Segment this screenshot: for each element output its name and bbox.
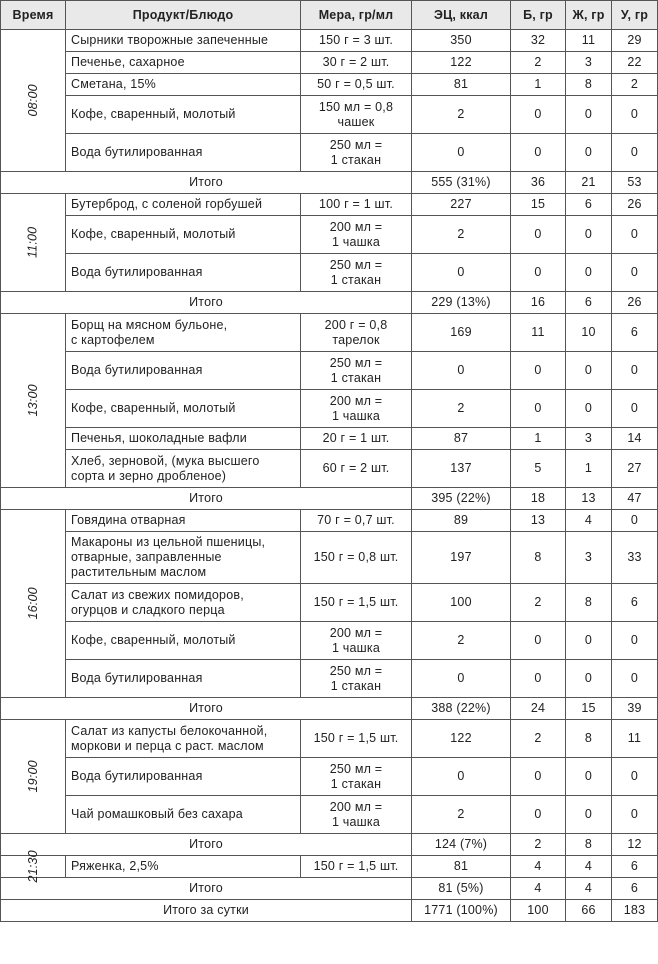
table-row: [1, 96, 658, 134]
energy-cell: 81: [412, 856, 511, 878]
measure-cell: 150 г = 1,5 шт.: [301, 584, 412, 622]
table-row: [1, 720, 658, 758]
carbs-cell: 0: [612, 758, 658, 796]
total-carbs-cell: 47: [612, 488, 658, 510]
total-energy-cell: 81 (5%): [412, 878, 511, 900]
total-fat-cell: 6: [566, 292, 612, 314]
product-cell: Говядина отварная: [66, 510, 301, 532]
table-body: [1, 30, 658, 922]
carbs-cell: 0: [612, 352, 658, 390]
protein-cell: 15: [511, 194, 566, 216]
carbs-cell: 6: [612, 856, 658, 878]
carbs-cell: 26: [612, 194, 658, 216]
energy-cell: 122: [412, 52, 511, 74]
measure-cell: 150 г = 3 шт.: [301, 30, 412, 52]
protein-cell: 8: [511, 532, 566, 584]
protein-cell: 0: [511, 758, 566, 796]
measure-cell: 200 мл = 1 чашка: [301, 796, 412, 834]
product-cell: Сметана, 15%: [66, 74, 301, 96]
table-row: [1, 216, 658, 254]
meal-time-label: 08:00: [25, 84, 40, 117]
measure-cell: 250 мл = 1 стакан: [301, 352, 412, 390]
fat-cell: 8: [566, 720, 612, 758]
fat-cell: 3: [566, 52, 612, 74]
product-cell: Ряженка, 2,5%: [66, 856, 301, 878]
energy-cell: 137: [412, 450, 511, 488]
protein-cell: 0: [511, 96, 566, 134]
protein-cell: 1: [511, 74, 566, 96]
energy-cell: 0: [412, 254, 511, 292]
measure-cell: 20 г = 1 шт.: [301, 428, 412, 450]
product-cell: Бутерброд, с соленой горбушей: [66, 194, 301, 216]
total-carbs-cell: 39: [612, 698, 658, 720]
header-protein: Б, гр: [511, 1, 566, 30]
meal-total-row: [1, 698, 658, 720]
table-row: [1, 532, 658, 584]
product-cell: Кофе, сваренный, молотый: [66, 96, 301, 134]
grand-total-carbs: 183: [612, 900, 658, 922]
energy-cell: 2: [412, 622, 511, 660]
meal-total-row: [1, 172, 658, 194]
total-fat-cell: 4: [566, 878, 612, 900]
measure-cell: 200 г = 0,8 тарелок: [301, 314, 412, 352]
meal-time-cell: [1, 30, 66, 172]
product-cell: Вода бутилированная: [66, 254, 301, 292]
total-energy-cell: 395 (22%): [412, 488, 511, 510]
total-protein-cell: 2: [511, 834, 566, 856]
product-cell: Борщ на мясном бульоне, с картофелем: [66, 314, 301, 352]
protein-cell: 2: [511, 584, 566, 622]
protein-cell: 4: [511, 856, 566, 878]
meal-total-row: [1, 292, 658, 314]
measure-cell: 250 мл = 1 стакан: [301, 134, 412, 172]
total-protein-cell: 18: [511, 488, 566, 510]
fat-cell: 3: [566, 532, 612, 584]
grand-total-protein: 100: [511, 900, 566, 922]
product-cell: Салат из свежих помидоров, огурцов и сладкого перца: [66, 584, 301, 622]
table-row: [1, 510, 658, 532]
fat-cell: 0: [566, 758, 612, 796]
header-product: Продукт/Блюдо: [66, 1, 301, 30]
total-protein-cell: 16: [511, 292, 566, 314]
fat-cell: 11: [566, 30, 612, 52]
meal-time-cell: [1, 194, 66, 292]
carbs-cell: 11: [612, 720, 658, 758]
meal-time-label: 16:00: [25, 587, 40, 620]
table-row: [1, 314, 658, 352]
table-row: [1, 352, 658, 390]
fat-cell: 0: [566, 96, 612, 134]
measure-cell: 150 г = 1,5 шт.: [301, 856, 412, 878]
energy-cell: 2: [412, 796, 511, 834]
meal-time-cell: [1, 510, 66, 698]
meal-time-cell: [1, 314, 66, 488]
header-measure: Мера, гр/мл: [301, 1, 412, 30]
fat-cell: 10: [566, 314, 612, 352]
energy-cell: 89: [412, 510, 511, 532]
energy-cell: 87: [412, 428, 511, 450]
total-fat-cell: 21: [566, 172, 612, 194]
energy-cell: 100: [412, 584, 511, 622]
fat-cell: 0: [566, 796, 612, 834]
total-carbs-cell: 6: [612, 878, 658, 900]
carbs-cell: 0: [612, 660, 658, 698]
protein-cell: 11: [511, 314, 566, 352]
grand-total-row: [1, 900, 658, 922]
meal-total-label: Итого: [1, 834, 412, 856]
measure-cell: 250 мл = 1 стакан: [301, 758, 412, 796]
table-row: [1, 134, 658, 172]
table-row: [1, 584, 658, 622]
measure-cell: 100 г = 1 шт.: [301, 194, 412, 216]
fat-cell: 8: [566, 74, 612, 96]
table-row: [1, 428, 658, 450]
carbs-cell: 0: [612, 96, 658, 134]
header-row: [1, 1, 658, 30]
energy-cell: 2: [412, 96, 511, 134]
energy-cell: 0: [412, 660, 511, 698]
measure-cell: 200 мл = 1 чашка: [301, 390, 412, 428]
meal-time-cell: [1, 720, 66, 834]
meal-time-label: 11:00: [25, 226, 40, 259]
fat-cell: 3: [566, 428, 612, 450]
table-row: [1, 390, 658, 428]
meal-time-label: 19:00: [25, 760, 40, 793]
product-cell: Кофе, сваренный, молотый: [66, 216, 301, 254]
meal-total-label: Итого: [1, 698, 412, 720]
protein-cell: 1: [511, 428, 566, 450]
protein-cell: 0: [511, 622, 566, 660]
carbs-cell: 0: [612, 254, 658, 292]
table-row: [1, 52, 658, 74]
fat-cell: 4: [566, 510, 612, 532]
grand-total-fat: 66: [566, 900, 612, 922]
product-cell: Кофе, сваренный, молотый: [66, 622, 301, 660]
table-row: [1, 450, 658, 488]
table-row: [1, 758, 658, 796]
product-cell: Вода бутилированная: [66, 660, 301, 698]
header-time: Время: [1, 1, 66, 30]
measure-cell: 200 мл = 1 чашка: [301, 622, 412, 660]
total-fat-cell: 13: [566, 488, 612, 510]
protein-cell: 0: [511, 134, 566, 172]
carbs-cell: 6: [612, 314, 658, 352]
total-energy-cell: 388 (22%): [412, 698, 511, 720]
product-cell: Вода бутилированная: [66, 134, 301, 172]
grand-total-label: Итого за сутки: [1, 900, 412, 922]
carbs-cell: 14: [612, 428, 658, 450]
meal-total-label: Итого: [1, 488, 412, 510]
protein-cell: 2: [511, 720, 566, 758]
energy-cell: 122: [412, 720, 511, 758]
carbs-cell: 2: [612, 74, 658, 96]
header-fat: Ж, гр: [566, 1, 612, 30]
fat-cell: 0: [566, 390, 612, 428]
meal-time-label: 13:00: [25, 384, 40, 417]
table-row: [1, 796, 658, 834]
carbs-cell: 22: [612, 52, 658, 74]
carbs-cell: 0: [612, 216, 658, 254]
fat-cell: 0: [566, 216, 612, 254]
protein-cell: 5: [511, 450, 566, 488]
carbs-cell: 0: [612, 622, 658, 660]
total-fat-cell: 8: [566, 834, 612, 856]
fat-cell: 0: [566, 660, 612, 698]
product-cell: Сырники творожные запеченные: [66, 30, 301, 52]
protein-cell: 0: [511, 216, 566, 254]
carbs-cell: 29: [612, 30, 658, 52]
energy-cell: 227: [412, 194, 511, 216]
table-row: [1, 622, 658, 660]
table-row: [1, 660, 658, 698]
meal-time-label: 21:30: [25, 850, 40, 883]
table-row: [1, 30, 658, 52]
meal-total-row: [1, 488, 658, 510]
total-energy-cell: 555 (31%): [412, 172, 511, 194]
total-protein-cell: 4: [511, 878, 566, 900]
meal-total-label: Итого: [1, 878, 412, 900]
meal-total-row: [1, 878, 658, 900]
carbs-cell: 0: [612, 510, 658, 532]
energy-cell: 169: [412, 314, 511, 352]
energy-cell: 0: [412, 758, 511, 796]
header-energy: ЭЦ, ккал: [412, 1, 511, 30]
product-cell: Кофе, сваренный, молотый: [66, 390, 301, 428]
measure-cell: 50 г = 0,5 шт.: [301, 74, 412, 96]
energy-cell: 197: [412, 532, 511, 584]
protein-cell: 0: [511, 254, 566, 292]
total-carbs-cell: 53: [612, 172, 658, 194]
protein-cell: 13: [511, 510, 566, 532]
total-fat-cell: 15: [566, 698, 612, 720]
measure-cell: 30 г = 2 шт.: [301, 52, 412, 74]
meal-time-cell: [1, 850, 66, 883]
fat-cell: 0: [566, 134, 612, 172]
fat-cell: 0: [566, 352, 612, 390]
product-cell: Салат из капусты белокочанной, моркови и перца с раст. маслом: [66, 720, 301, 758]
measure-cell: 150 г = 0,8 шт.: [301, 532, 412, 584]
table-row: [1, 194, 658, 216]
header-carbs: У, гр: [612, 1, 658, 30]
product-cell: Печенья, шоколадные вафли: [66, 428, 301, 450]
energy-cell: 2: [412, 390, 511, 428]
measure-cell: 250 мл = 1 стакан: [301, 254, 412, 292]
total-energy-cell: 229 (13%): [412, 292, 511, 314]
total-carbs-cell: 12: [612, 834, 658, 856]
measure-cell: 150 мл = 0,8 чашек: [301, 96, 412, 134]
protein-cell: 0: [511, 390, 566, 428]
carbs-cell: 0: [612, 390, 658, 428]
table-row: [1, 74, 658, 96]
carbs-cell: 6: [612, 584, 658, 622]
fat-cell: 0: [566, 254, 612, 292]
measure-cell: 200 мл = 1 чашка: [301, 216, 412, 254]
energy-cell: 350: [412, 30, 511, 52]
table-row: [1, 254, 658, 292]
fat-cell: 6: [566, 194, 612, 216]
carbs-cell: 0: [612, 796, 658, 834]
protein-cell: 0: [511, 660, 566, 698]
product-cell: Печенье, сахарное: [66, 52, 301, 74]
grand-total-energy: 1771 (100%): [412, 900, 511, 922]
meal-total-label: Итого: [1, 292, 412, 314]
energy-cell: 0: [412, 134, 511, 172]
product-cell: Чай ромашковый без сахара: [66, 796, 301, 834]
product-cell: Вода бутилированная: [66, 758, 301, 796]
fat-cell: 4: [566, 856, 612, 878]
energy-cell: 2: [412, 216, 511, 254]
protein-cell: 0: [511, 796, 566, 834]
fat-cell: 0: [566, 622, 612, 660]
measure-cell: 60 г = 2 шт.: [301, 450, 412, 488]
fat-cell: 8: [566, 584, 612, 622]
product-cell: Макароны из цельной пшеницы, отварные, заправленные растительным маслом: [66, 532, 301, 584]
carbs-cell: 0: [612, 134, 658, 172]
table-row: [1, 856, 658, 878]
total-energy-cell: 124 (7%): [412, 834, 511, 856]
total-protein-cell: 24: [511, 698, 566, 720]
protein-cell: 32: [511, 30, 566, 52]
energy-cell: 0: [412, 352, 511, 390]
meal-total-row: [1, 834, 658, 856]
measure-cell: 70 г = 0,7 шт.: [301, 510, 412, 532]
protein-cell: 2: [511, 52, 566, 74]
carbs-cell: 33: [612, 532, 658, 584]
product-cell: Хлеб, зерновой, (мука высшего сорта и зерно дробленое): [66, 450, 301, 488]
energy-cell: 81: [412, 74, 511, 96]
fat-cell: 1: [566, 450, 612, 488]
total-carbs-cell: 26: [612, 292, 658, 314]
meal-total-label: Итого: [1, 172, 412, 194]
carbs-cell: 27: [612, 450, 658, 488]
protein-cell: 0: [511, 352, 566, 390]
total-protein-cell: 36: [511, 172, 566, 194]
measure-cell: 150 г = 1,5 шт.: [301, 720, 412, 758]
measure-cell: 250 мл = 1 стакан: [301, 660, 412, 698]
product-cell: Вода бутилированная: [66, 352, 301, 390]
